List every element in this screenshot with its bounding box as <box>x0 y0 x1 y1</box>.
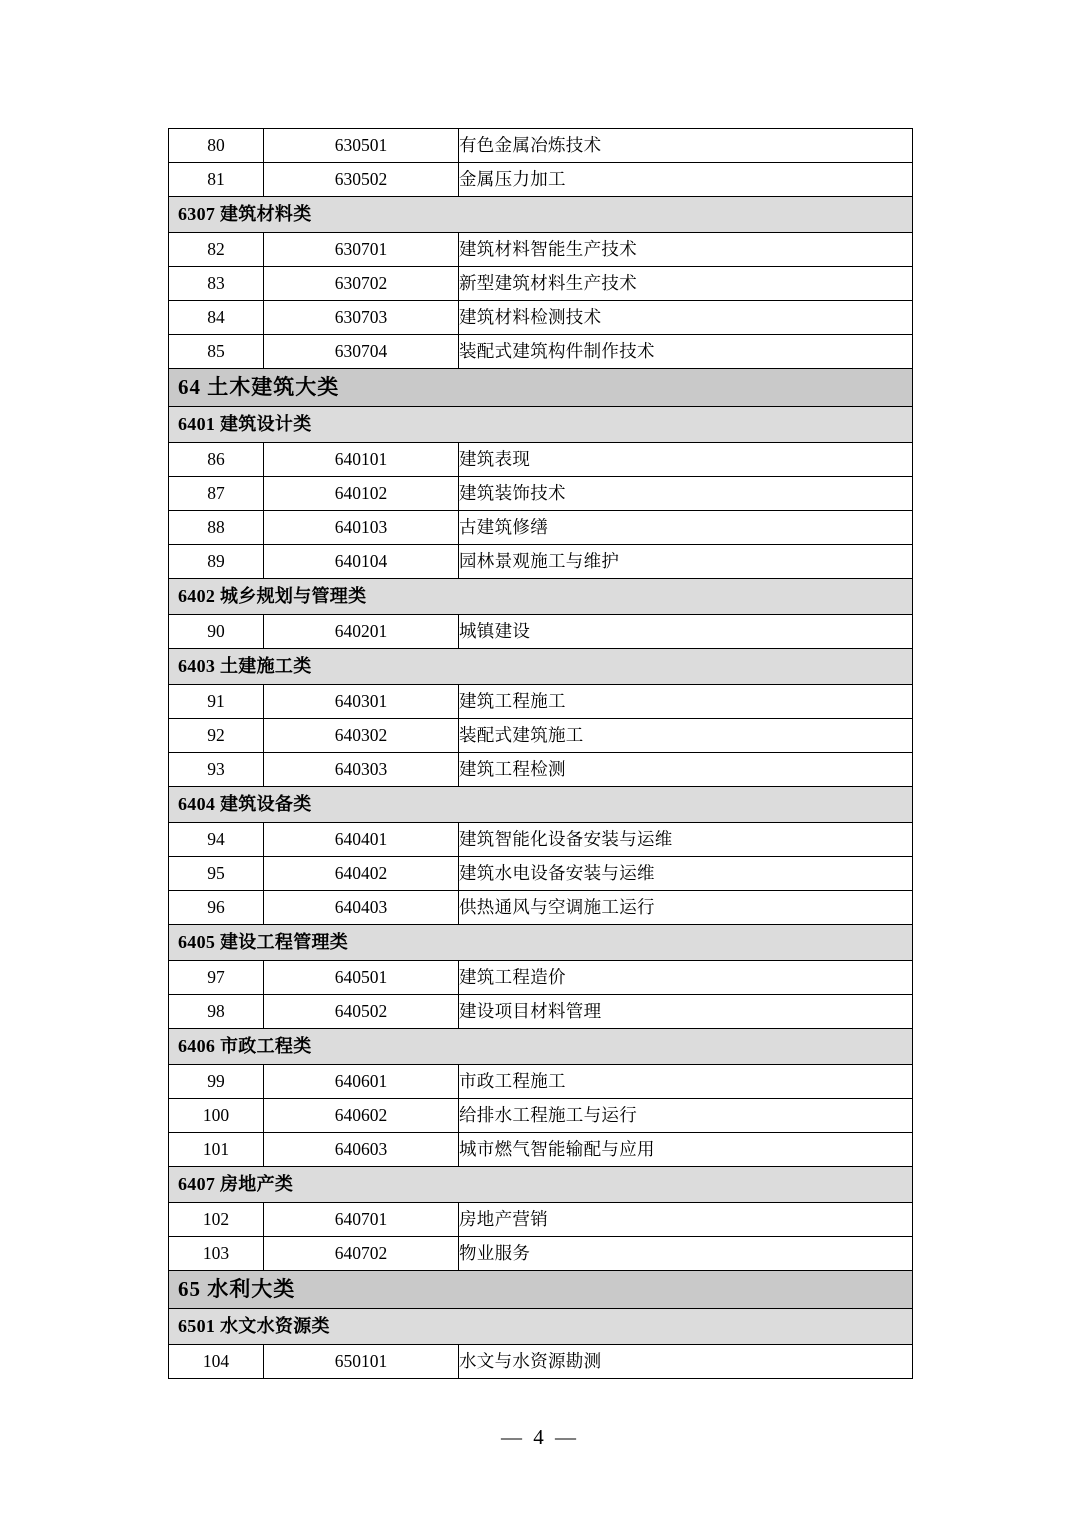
major-code-cell: 630703 <box>264 301 459 335</box>
major-code-cell: 640502 <box>264 995 459 1029</box>
row-index-cell: 91 <box>169 685 264 719</box>
row-index-cell: 93 <box>169 753 264 787</box>
major-name-cell: 水文与水资源勘测 <box>459 1345 913 1379</box>
table-row <box>169 443 913 477</box>
table-row <box>169 511 913 545</box>
major-category-label: 65 水利大类 <box>169 1271 913 1309</box>
major-code-cell: 640603 <box>264 1133 459 1167</box>
row-index-cell: 96 <box>169 891 264 925</box>
table-row <box>169 891 913 925</box>
major-name-cell: 市政工程施工 <box>459 1065 913 1099</box>
major-code-cell: 640602 <box>264 1099 459 1133</box>
major-name-cell: 建筑工程造价 <box>459 961 913 995</box>
row-index-cell: 101 <box>169 1133 264 1167</box>
table-row <box>169 857 913 891</box>
row-index-cell: 85 <box>169 335 264 369</box>
major-code-cell: 640104 <box>264 545 459 579</box>
table-row <box>169 301 913 335</box>
major-category-label: 64 土木建筑大类 <box>169 369 913 407</box>
major-code-cell: 650101 <box>264 1345 459 1379</box>
row-index-cell: 99 <box>169 1065 264 1099</box>
major-name-cell: 城镇建设 <box>459 615 913 649</box>
major-code-cell: 640302 <box>264 719 459 753</box>
table-row <box>169 685 913 719</box>
row-index-cell: 102 <box>169 1203 264 1237</box>
row-index-cell: 100 <box>169 1099 264 1133</box>
major-code-cell: 640303 <box>264 753 459 787</box>
table-row <box>169 1345 913 1379</box>
table-row <box>169 545 913 579</box>
major-code-cell: 640402 <box>264 857 459 891</box>
major-name-cell: 供热通风与空调施工运行 <box>459 891 913 925</box>
major-code-cell: 640701 <box>264 1203 459 1237</box>
major-name-cell: 装配式建筑构件制作技术 <box>459 335 913 369</box>
major-name-cell: 建设项目材料管理 <box>459 995 913 1029</box>
major-code-cell: 630704 <box>264 335 459 369</box>
major-name-cell: 建筑智能化设备安装与运维 <box>459 823 913 857</box>
major-name-cell: 建筑工程施工 <box>459 685 913 719</box>
major-code-cell: 640102 <box>264 477 459 511</box>
table-row <box>169 615 913 649</box>
major-category-header-row <box>169 1271 913 1309</box>
table-row <box>169 753 913 787</box>
row-index-cell: 80 <box>169 129 264 163</box>
table-row <box>169 719 913 753</box>
table-row <box>169 1065 913 1099</box>
major-name-cell: 建筑工程检测 <box>459 753 913 787</box>
major-code-cell: 630502 <box>264 163 459 197</box>
row-index-cell: 81 <box>169 163 264 197</box>
page-number: — 4 — <box>501 1425 579 1449</box>
major-code-cell: 630701 <box>264 233 459 267</box>
major-name-cell: 新型建筑材料生产技术 <box>459 267 913 301</box>
major-code-cell: 630501 <box>264 129 459 163</box>
row-index-cell: 84 <box>169 301 264 335</box>
table-row <box>169 1237 913 1271</box>
row-index-cell: 88 <box>169 511 264 545</box>
category-group-header-row <box>169 579 913 615</box>
row-index-cell: 95 <box>169 857 264 891</box>
table-row <box>169 961 913 995</box>
major-category-header-row <box>169 369 913 407</box>
category-group-label: 6405 建设工程管理类 <box>169 925 913 961</box>
table-row <box>169 267 913 301</box>
major-name-cell: 建筑装饰技术 <box>459 477 913 511</box>
major-name-cell: 装配式建筑施工 <box>459 719 913 753</box>
category-group-label: 6406 市政工程类 <box>169 1029 913 1065</box>
major-name-cell: 给排水工程施工与运行 <box>459 1099 913 1133</box>
row-index-cell: 89 <box>169 545 264 579</box>
major-name-cell: 建筑材料智能生产技术 <box>459 233 913 267</box>
table-row <box>169 1099 913 1133</box>
catalog-table <box>168 128 913 1379</box>
catalog-table-body <box>169 129 913 1379</box>
major-code-cell: 640101 <box>264 443 459 477</box>
table-row <box>169 995 913 1029</box>
major-code-cell: 630702 <box>264 267 459 301</box>
row-index-cell: 92 <box>169 719 264 753</box>
table-row <box>169 1203 913 1237</box>
row-index-cell: 104 <box>169 1345 264 1379</box>
category-group-header-row <box>169 649 913 685</box>
catalog-table-container <box>168 128 912 1379</box>
row-index-cell: 90 <box>169 615 264 649</box>
category-group-label: 6401 建筑设计类 <box>169 407 913 443</box>
row-index-cell: 94 <box>169 823 264 857</box>
major-name-cell: 建筑材料检测技术 <box>459 301 913 335</box>
row-index-cell: 86 <box>169 443 264 477</box>
category-group-header-row <box>169 1029 913 1065</box>
major-code-cell: 640103 <box>264 511 459 545</box>
major-name-cell: 古建筑修缮 <box>459 511 913 545</box>
category-group-header-row <box>169 197 913 233</box>
category-group-label: 6404 建筑设备类 <box>169 787 913 823</box>
category-group-header-row <box>169 1167 913 1203</box>
major-code-cell: 640601 <box>264 1065 459 1099</box>
row-index-cell: 97 <box>169 961 264 995</box>
row-index-cell: 87 <box>169 477 264 511</box>
major-code-cell: 640702 <box>264 1237 459 1271</box>
table-row <box>169 129 913 163</box>
category-group-label: 6403 土建施工类 <box>169 649 913 685</box>
major-code-cell: 640501 <box>264 961 459 995</box>
row-index-cell: 82 <box>169 233 264 267</box>
category-group-header-row <box>169 925 913 961</box>
category-group-header-row <box>169 1309 913 1345</box>
table-row <box>169 233 913 267</box>
category-group-header-row <box>169 407 913 443</box>
major-name-cell: 金属压力加工 <box>459 163 913 197</box>
major-name-cell: 房地产营销 <box>459 1203 913 1237</box>
category-group-label: 6407 房地产类 <box>169 1167 913 1203</box>
row-index-cell: 98 <box>169 995 264 1029</box>
row-index-cell: 103 <box>169 1237 264 1271</box>
major-code-cell: 640401 <box>264 823 459 857</box>
major-code-cell: 640301 <box>264 685 459 719</box>
major-name-cell: 城市燃气智能输配与应用 <box>459 1133 913 1167</box>
category-group-label: 6501 水文水资源类 <box>169 1309 913 1345</box>
category-group-header-row <box>169 787 913 823</box>
major-name-cell: 有色金属冶炼技术 <box>459 129 913 163</box>
row-index-cell: 83 <box>169 267 264 301</box>
major-code-cell: 640403 <box>264 891 459 925</box>
major-name-cell: 物业服务 <box>459 1237 913 1271</box>
major-name-cell: 建筑表现 <box>459 443 913 477</box>
major-name-cell: 建筑水电设备安装与运维 <box>459 857 913 891</box>
table-row <box>169 335 913 369</box>
category-group-label: 6402 城乡规划与管理类 <box>169 579 913 615</box>
table-row <box>169 163 913 197</box>
major-name-cell: 园林景观施工与维护 <box>459 545 913 579</box>
table-row <box>169 1133 913 1167</box>
table-row <box>169 823 913 857</box>
category-group-label: 6307 建筑材料类 <box>169 197 913 233</box>
table-row <box>169 477 913 511</box>
major-code-cell: 640201 <box>264 615 459 649</box>
